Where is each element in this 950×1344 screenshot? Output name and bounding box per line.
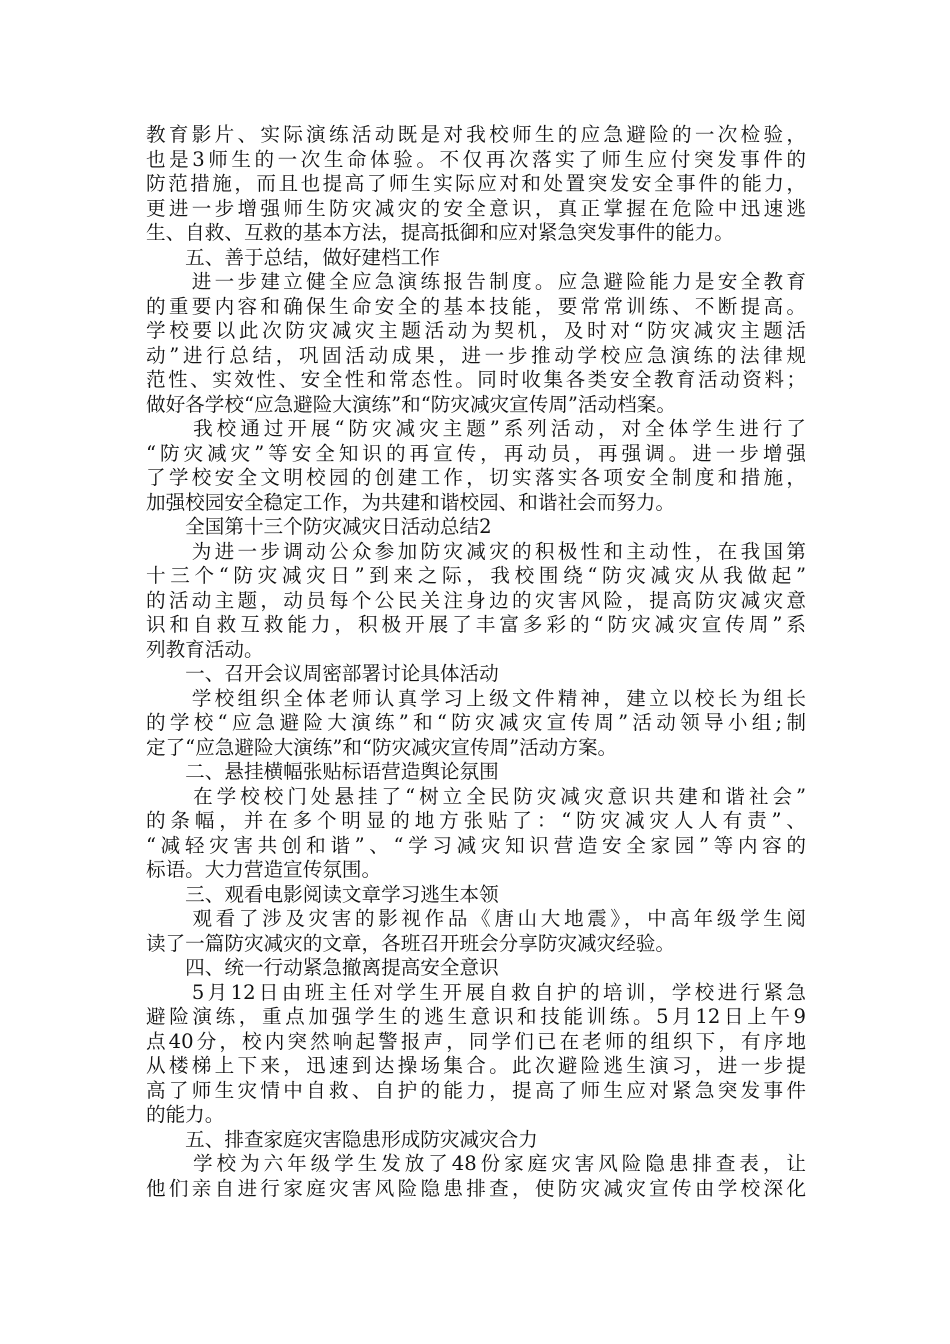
text-line: 他们亲自进行家庭灾害风险隐患排查，使防灾减灾宣传由学校深化 [146, 1176, 806, 1200]
text-line: 5月12日由班主任对学生开展自救自护的培训，学校进行紧急 [146, 980, 806, 1004]
section-heading: 五、排查家庭灾害隐患形成防灾减灾合力 [146, 1127, 538, 1151]
text-line: 教育影片、实际演练活动既是对我校师生的应急避险的一次检验， [146, 123, 806, 146]
text-line: 加强校园安全稳定工作，为共建和谐校园、和谐社会而努力。 [146, 490, 676, 514]
text-line: 观看了涉及灾害的影视作品《唐山大地震》，中高年级学生阅 [146, 907, 806, 930]
text-line: 识和自救互救能力，积极开展了丰富多彩的“防灾减灾宣传周”系 [146, 613, 806, 636]
text-line: 为进一步调动公众参加防灾减灾的积极性和主动性，在我国第 [146, 539, 806, 563]
text-line: 学校要以此次防灾减灾主题活动为契机，及时对“防灾减灾主题活 [146, 319, 806, 342]
text-line: 在学校校门处悬挂了“树立全民防灾减灾意识共建和谐社会” [146, 784, 806, 808]
text-line: 高了师生灾情中自救、自护的能力，提高了师生应对紧急突发事件 [146, 1078, 806, 1102]
text-line: 定了“应急避险大演练”和“防灾减灾宣传周”活动方案。 [146, 735, 618, 759]
text-line: “防灾减灾”等安全知识的再宣传，再动员，再强调。进一步增强 [146, 441, 806, 465]
text-line: 学校为六年级学生发放了48份家庭灾害风险隐患排查表，让 [146, 1152, 806, 1175]
text-line: 十三个“防灾减灾日”到来之际，我校围绕“防灾减灾从我做起” [146, 564, 806, 587]
section-heading: 二、悬挂横幅张贴标语营造舆论氛围 [146, 760, 499, 783]
text-line: 做好各学校“应急避险大演练”和“防灾减灾宣传周”活动档案。 [146, 392, 676, 416]
text-line: 生、自救、互救的基本方法，提高抵御和应对紧急突发事件的能力。 [146, 221, 734, 244]
text-line: 避险演练，重点加强学生的逃生意识和技能训练。5月12日上午9 [146, 1005, 806, 1028]
text-line: 也是3师生的一次生命体验。不仅再次落实了师生应付突发事件的 [146, 147, 806, 171]
text-line: 防范措施，而且也提高了师生实际应对和处置突发安全事件的能力， [146, 172, 806, 195]
text-line: “减轻灾害共创和谐”、“学习减灾知识营造安全家园”等内容的 [146, 833, 806, 857]
text-line: 学校组织全体老师认真学习上级文件精神，建立以校长为组长 [146, 686, 806, 710]
section-heading: 四、统一行动紧急撤离提高安全意识 [146, 956, 499, 979]
text-line: 的能力。 [146, 1103, 225, 1126]
text-line: 列教育活动。 [146, 637, 264, 661]
text-line: 从楼梯上下来，迅速到达操场集合。此次避险逃生演习，进一步提 [146, 1054, 806, 1077]
text-line: 的重要内容和确保生命安全的基本技能，要常常训练、不断提高。 [146, 294, 806, 318]
text-line: 标语。大力营造宣传氛围。 [146, 858, 382, 881]
text-line: 了学校安全文明校园的创建工作，切实落实各项安全制度和措施， [146, 466, 806, 489]
text-line: 更进一步增强师生防灾减灾的安全意识，真正掌握在危险中迅速逃 [146, 196, 806, 220]
text-line: 读了一篇防灾减灾的文章，各班召开班会分享防灾减灾经验。 [146, 931, 676, 955]
text-line: 的学校“应急避险大演练”和“防灾减灾宣传周”活动领导小组;制 [146, 711, 806, 734]
text-line: 范性、实效性、安全性和常态性。同时收集各类安全教育活动资料； [146, 368, 806, 391]
text-line: 我校通过开展“防灾减灾主题”系列活动，对全体学生进行了 [146, 417, 806, 440]
section-heading: 五、善于总结，做好建档工作 [146, 245, 440, 269]
document-body [146, 123, 806, 1201]
article-title: 全国第十三个防灾减灾日活动总结2 [146, 515, 492, 538]
text-line: 点40分，校内突然响起警报声，同学们已在老师的组织下，有序地 [146, 1029, 806, 1053]
section-heading: 三、观看电影阅读文章学习逃生本领 [146, 882, 499, 906]
section-heading: 一、召开会议周密部署讨论具体活动 [146, 662, 499, 685]
text-line: 的条幅，并在多个明显的地方张贴了：“防灾减灾人人有责”、 [146, 809, 806, 832]
text-line: 的活动主题，动员每个公民关注身边的灾害风险，提高防灾减灾意 [146, 588, 806, 612]
text-line: 进一步建立健全应急演练报告制度。应急避险能力是安全教育 [146, 270, 806, 293]
text-line: 动”进行总结，巩固活动成果，进一步推动学校应急演练的法律规 [146, 343, 806, 367]
